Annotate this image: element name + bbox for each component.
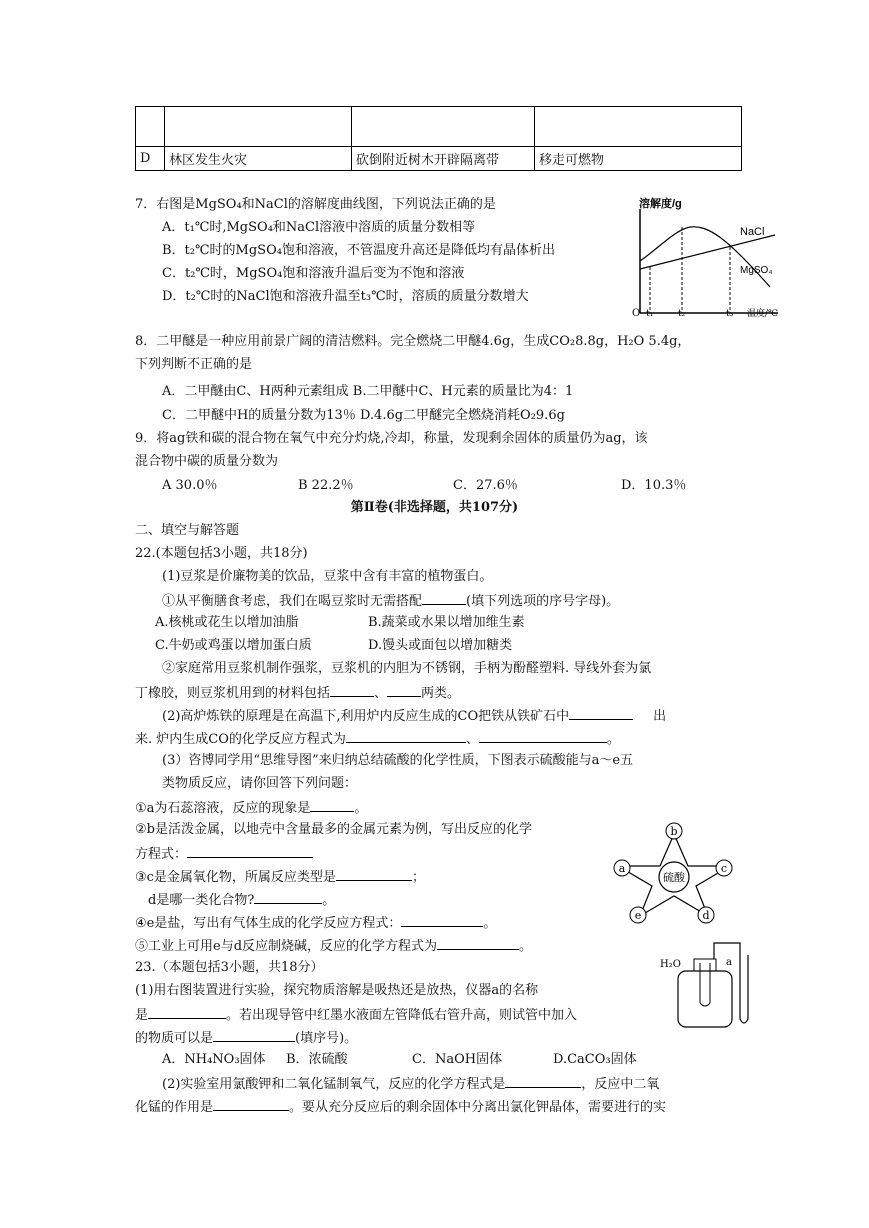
options-table [135,106,742,171]
q9-option-d: D．10.3％ [621,478,687,493]
flask-stopper [694,959,716,971]
q22-s4 [135,914,496,932]
q8-stem-line1: 8．二甲醚是一种应用前景广阔的清洁燃料。完全燃烧二甲醚4.6g，生成CO₂8.8g，H₂O 5.4g， [135,334,691,349]
q7-option-b: B．t₂℃时的MgSO₄饱和溶液，不管温度升高还是降低均有晶体析出 [162,243,555,258]
table-cell: D [136,147,165,171]
q22-opt-b: B.蔬菜或水果以增加维生素 [368,615,525,630]
answer-blank[interactable] [387,684,421,697]
table-cell: 林区发生火灾 [165,147,352,171]
q22-p1b-line2 [135,684,460,702]
q23-p1-line1: (1)用右图装置进行实验，探究物质溶解是吸热还是放热，仪器a的名称 [135,983,539,998]
q22-text: 、 [465,732,479,747]
q23-text: 化锰的作用是 [135,1100,214,1115]
q22-p1b-line1: ②家庭常用豆浆机制作强浆，豆浆机的内胆为不锈钢，手柄为酚醛塑料. 导线外套为氯 [162,661,652,676]
q22-text: 。 [322,893,336,908]
q7-option-c: C．t₂℃时，MgSO₄饱和溶液升温后变为不饱和溶液 [162,266,465,281]
q22-p1: (1)豆浆是价廉物美的饮品，豆浆中含有丰富的植物蛋白。 [162,569,493,584]
q22-opt-d: D.馒头或面包以增加糖类 [368,638,513,653]
table-cell [352,107,535,147]
q22-s1 [135,799,367,817]
q23-p2-line1 [162,1075,659,1093]
q23-p1-line3 [135,1029,357,1047]
u-tube [714,943,748,1023]
q22-text: 来. 炉内生成CO的化学反应方程式为 [135,732,346,747]
q22-text: ； [411,870,425,885]
test-tube-bottom [700,1003,710,1006]
answer-blank[interactable] [422,592,466,605]
q23-opt-c: C．NaOH固体 [412,1052,503,1067]
q22-text: 丁橡胶，则豆浆机用到的材料包括 [135,686,331,701]
q22-opt-a: A.核桃或花生以增加油脂 [155,615,299,630]
node-c-label: c [720,862,728,875]
q23-text: ，反应中二氧 [581,1077,660,1092]
q22-s2-line2 [135,845,313,863]
table-row [136,107,742,147]
q23-p1-line2 [135,1006,577,1024]
table-cell [136,107,165,147]
q22-s5 [135,937,532,955]
q23-opt-a: A．NH₄NO₃固体 [162,1052,266,1067]
answer-blank[interactable] [310,799,354,812]
answer-blank[interactable] [346,730,466,743]
nacl-curve [640,235,775,269]
q8-stem-line2: 下列判断不正确的是 [135,357,253,372]
q22-text: ③c是金属氧化物，所属反应类型是 [135,870,336,885]
q7-option-d: D．t₂℃时的NaCl饱和溶液升温至t₃℃时，溶质的质量分数增大 [162,289,529,304]
x-axis-label: 温度/℃ [747,309,779,317]
q22-text: 。 [606,732,620,747]
q9-stem-line1: 9．将ag铁和碳的混合物在氧气中充分灼烧,冷却，称量，发现剩余固体的质量仍为ag，该 [135,431,648,446]
part2-title: 第Ⅱ卷(非选择题，共107分) [350,500,519,515]
q22-text: 。 [483,916,497,931]
answer-blank[interactable] [148,1006,226,1019]
q22-text: 两类。 [421,686,461,701]
q22-text: 。 [354,801,368,816]
q22-s3d [148,891,335,909]
q7-stem: 7．右图是MgSO₄和NaCl的溶解度曲线图，下列说法正确的是 [135,197,496,212]
table-cell [535,107,742,147]
center-label: 硫酸 [663,871,685,884]
q7-option-a: A．t₁℃时,MgSO₄和NaCl溶液中溶质的质量分数相等 [162,220,476,235]
q22-p3-line1: (3）咨博同学用“思维导图”来归纳总结硫酸的化学性质，下图表示硫酸能与a～e五 [162,753,634,768]
origin-label: O [632,308,641,317]
q22-p1a-text: ①从平衡膳食考虑，我们在喝豆浆时无需搭配 [162,594,423,609]
q22-text: ①a为石蕊溶液，反应的现象是 [135,801,311,816]
q22-head: 22.(本题包括3小题，共18分) [135,546,308,561]
answer-blank[interactable] [213,1029,295,1042]
node-b-label: b [670,825,678,838]
node-e-label: e [634,909,642,922]
table-cell: 砍倒附近树木开辟隔离带 [352,147,535,171]
table-cell: 移走可燃物 [535,147,742,171]
label-a: a [726,957,732,968]
flask-body [678,971,732,1027]
q23-head: 23.（本题包括3小题，共18分） [135,960,324,975]
q23-text: 。要从充分反应后的剩余固体中分离出氯化钾晶体，需要进行的实 [289,1100,667,1115]
table-cell [165,107,352,147]
q22-text: 、 [374,686,388,701]
q9-option-b: B 22.2％ [298,478,354,493]
q22-text: (2)高炉炼铁的原理是在高温下,利用炉内反应生成的CO把铁从铁矿石中 [162,709,570,724]
q22-p1a [162,592,619,610]
q23-opt-d: D.CaCO₃固体 [553,1052,637,1067]
answer-blank[interactable] [187,845,313,858]
q23-opt-b: B．浓硫酸 [286,1052,348,1067]
answer-blank[interactable] [336,868,412,881]
sulfuric-acid-star-diagram [606,820,742,928]
q22-p1a-text: (填下列选项的序号字母)。 [466,594,620,609]
table-row [136,147,742,171]
q22-p2-line2 [135,730,620,748]
answer-blank[interactable] [505,1075,581,1088]
q23-text: (填序号)。 [295,1031,358,1046]
q22-text: ⑤工业上可用e与d反应制烧碱，反应的化学方程式为 [135,939,438,954]
q23-text: (2)实验室用氯酸钾和二氧化锰制氧气，反应的化学方程式是 [162,1077,506,1092]
q23-text: 的物质可以是 [135,1031,214,1046]
answer-blank[interactable] [479,730,607,743]
node-a-label: a [618,862,626,875]
q9-option-a: A 30.0％ [162,478,218,493]
answer-blank[interactable] [401,914,483,927]
q22-text: d是哪一类化合物? [148,893,255,908]
answer-blank[interactable] [437,937,519,950]
q22-text: 。 [519,939,533,954]
q22-text: 方程式： [135,847,188,862]
q8-options-cd: C．二甲醚中H的质量分数为13％ D.4.6g二甲醚完全燃烧消耗O₂9.6g [162,408,565,423]
q9-stem-line2: 混合物中碳的质量分数为 [135,454,279,469]
tick-t3: t₃ [726,309,734,317]
q22-opt-c: C.牛奶或鸡蛋以增加蛋白质 [155,638,312,653]
mgso4-label: MgSO₄ [740,265,773,276]
answer-blank[interactable] [213,1098,289,1111]
node-d-label: d [702,909,710,922]
q22-text: 出 [653,709,667,724]
q23-p2-line2 [135,1098,666,1116]
q23-text: 是 [135,1008,149,1023]
solubility-chart [630,195,780,317]
tick-t1: t₁ [646,309,654,317]
tick-t2: t₂ [678,309,686,317]
answer-blank[interactable] [254,891,322,904]
q22-p2-line1 [162,707,666,725]
q22-p3-line2: 类物质反应，请你回答下列问题： [162,776,358,791]
section2-title: 二、填空与解答题 [135,523,240,538]
q22-s2-line1: ②b是活泼金属，以地壳中含量最多的金属元素为例，写出反应的化学 [135,822,532,837]
q23-text: 。若出现导管中红墨水液面左管降低右管升高，则试管中加入 [226,1008,578,1023]
nacl-label: NaCl [740,226,765,238]
answer-blank[interactable] [569,707,633,720]
apparatus-diagram [656,935,756,1033]
q9-option-c: C．27.6％ [453,478,518,493]
q8-options-ab: A．二甲醚由C、H两种元素组成 B.二甲醚中C、H元素的质量比为4：1 [162,384,574,399]
water-label: H₂O [660,959,681,970]
q22-s3 [135,868,425,886]
q22-text: ④e是盐，写出有气体生成的化学反应方程式： [135,916,402,931]
y-axis-label: 溶解度/g [639,198,682,210]
answer-blank[interactable] [330,684,374,697]
